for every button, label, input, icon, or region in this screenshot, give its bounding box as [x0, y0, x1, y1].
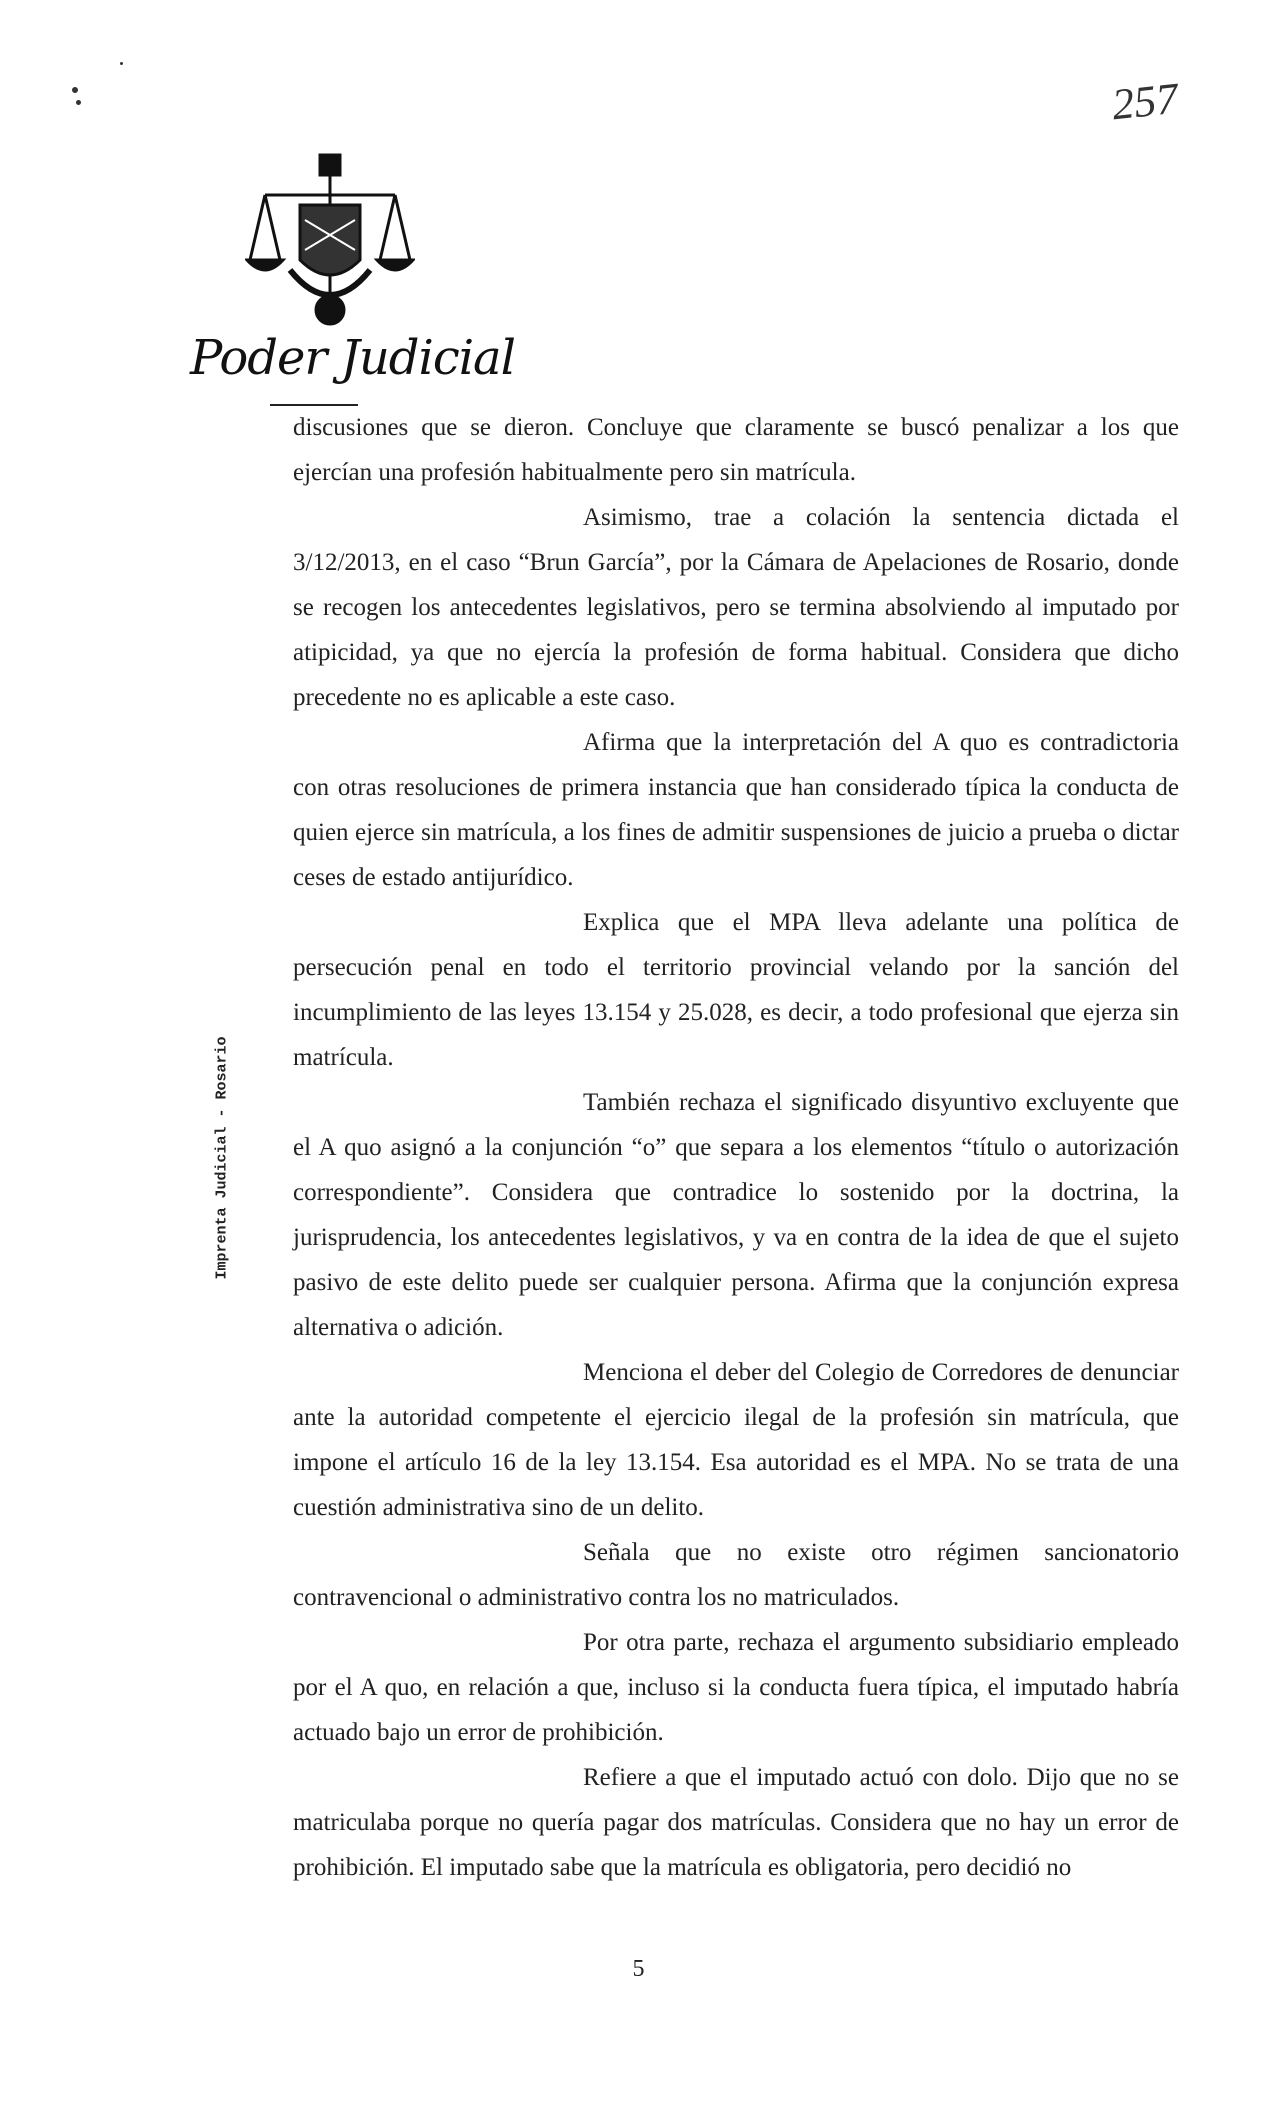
body-paragraph: Señala que no existe otro régimen sancionatorio contravencional o administrativo contra los no matriculados.	[293, 1539, 1179, 1611]
side-note-text: Imprenta Judicial - Rosario	[213, 1036, 231, 1280]
scan-speck	[76, 100, 81, 105]
body-paragraph: Afirma que la interpretación del A quo es contradictoria con otras resoluciones de primera instancia que han considerado típica la conducta de quien ejerce sin matrícula, a los fines de admitir suspensiones de juicio a prueba o dictar ceses de estado antijurídico.	[293, 729, 1179, 891]
court-crest-icon	[245, 150, 415, 340]
body-paragraph: Menciona el deber del Colegio de Corredores de denunciar ante la autoridad competente el ejercicio ilegal de la profesión sin matrícula, que impone el artículo 16 de la ley 13.154. Esa autoridad es el MPA. No se trata de una cuestión administrativa sino de un delito.	[293, 1359, 1179, 1521]
body-paragraph: Asimismo, trae a colación la sentencia dictada el 3/12/2013, en el caso “Brun García”, por la Cámara de Apelaciones de Rosario, donde se recogen los antecedentes legislativos, pero se termina absolviendo al imputado por atipicidad, ya que no ejercía la profesión de forma habitual. Considera que dicho precedente no es aplicable a este caso.	[293, 504, 1179, 711]
scan-speck	[120, 62, 123, 65]
org-name: Poder Judicial	[190, 330, 516, 386]
scan-speck	[72, 87, 78, 93]
body-paragraph: También rechaza el significado disyuntivo excluyente que el A quo asignó a la conjunción “o” que separa a los elementos “título o autorización correspondiente”. Considera que contradice lo sostenido por la doctrina, la jurisprudencia, los antecedentes legislativos, y va en contra de la idea de que el sujeto pasivo de este delito puede ser cualquier persona. Afirma que la conjunción expresa alternativa o adición.	[293, 1089, 1179, 1341]
body-paragraph: Explica que el MPA lleva adelante una política de persecución penal en todo el territorio provincial velando por la sanción del incumplimiento de las leyes 13.154 y 25.028, es decir, a todo profesional que ejerza sin matrícula.	[293, 909, 1179, 1071]
body-paragraph: Refiere a que el imputado actuó con dolo. Dijo que no se matriculaba porque no quería pagar dos matrículas. Considera que no hay un error de prohibición. El imputado sabe que la matrícula es obligatoria, pero decidió no	[293, 1764, 1179, 1881]
document-body	[293, 405, 1179, 1890]
page-number: 5	[632, 1956, 645, 1982]
body-paragraph: discusiones que se dieron. Concluye que claramente se buscó penalizar a los que ejercían una profesión habitualmente pero sin matrícula.	[293, 414, 1179, 486]
body-paragraph: Por otra parte, rechaza el argumento subsidiario empleado por el A quo, en relación a que, incluso si la conducta fuera típica, el imputado habría actuado bajo un error de prohibición.	[293, 1629, 1179, 1746]
folio-number: 257	[1109, 73, 1181, 130]
